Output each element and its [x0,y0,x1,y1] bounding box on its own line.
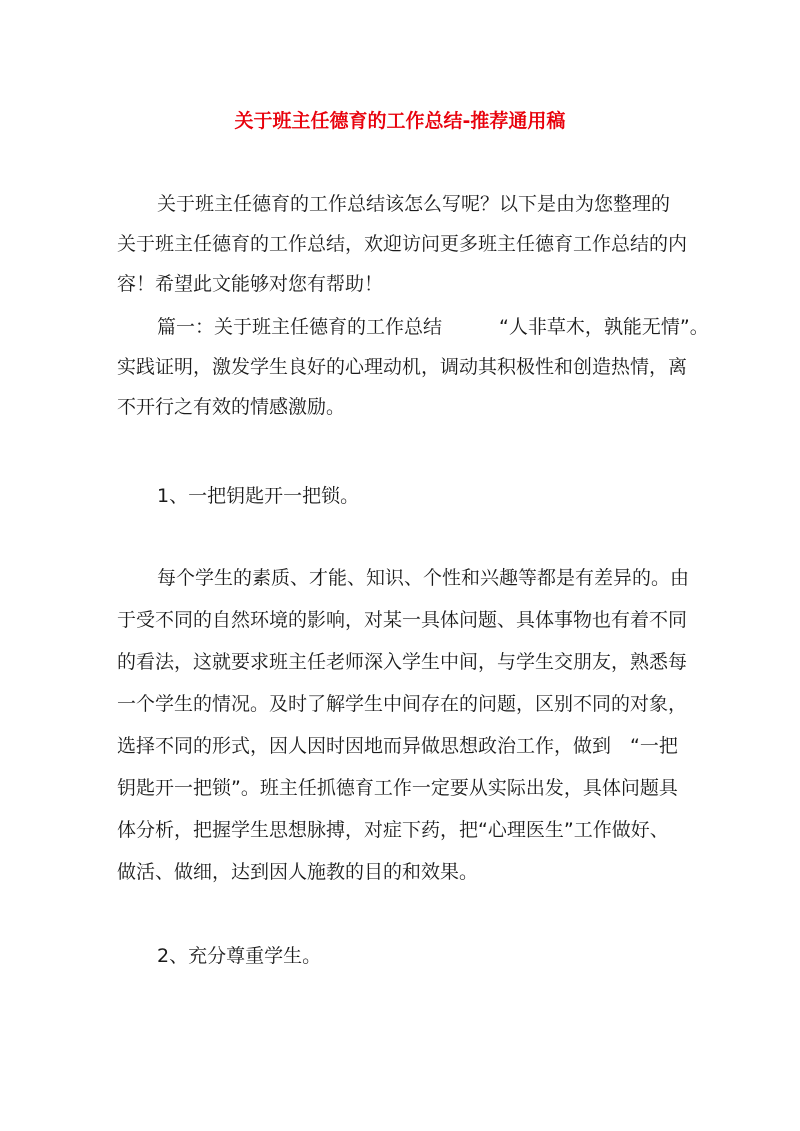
section-heading: 1、一把钥匙开一把锁。 [157,485,360,507]
paragraph-line: 每个学生的素质、才能、知识、个性和兴趣等都是有差异的。由 [157,567,690,589]
paragraph-line: 体分析，把握学生思想脉搏，对症下药，把“心理医生”工作做好、 [117,819,669,841]
paragraph-line: 容！希望此文能够对您有帮助！ [117,273,384,295]
paragraph-line: 实践证明，激发学生良好的心理动机，调动其积极性和创造热情，离 [117,356,688,378]
paragraph-line: 不开行之有效的情感激励。 [117,396,346,418]
paragraph-line: 关于班主任德育的工作总结该怎么写呢？以下是由为您整理的 [157,193,671,215]
paragraph-line: 于受不同的自然环境的影响，对某一具体问题、具体事物也有着不同 [117,609,688,631]
paragraph-line: 的看法，这就要求班主任老师深入学生中间，与学生交朋友，熟悉每 [117,651,688,673]
document-title: 关于班主任德育的工作总结-推荐通用稿 [234,110,566,132]
paragraph-line: 选择不同的形式，因人因时因地而异做思想政治工作，做到 “一把 [117,735,678,757]
paragraph-line: 篇一：关于班主任德育的工作总结 “人非草木，孰能无情”。 [157,316,709,338]
section-heading: 2、充分尊重学生。 [157,945,322,967]
paragraph-line: 一个学生的情况。及时了解学生中间存在的问题，区别不同的对象， [117,693,688,715]
paragraph-line: 钥匙开一把锁”。班主任抓德育工作一定要从实际出发，具体问题具 [117,777,678,799]
paragraph-line: 关于班主任德育的工作总结，欢迎访问更多班主任德育工作总结的内 [117,233,688,255]
paragraph-line: 做活、做细，达到因人施教的目的和效果。 [117,861,479,883]
